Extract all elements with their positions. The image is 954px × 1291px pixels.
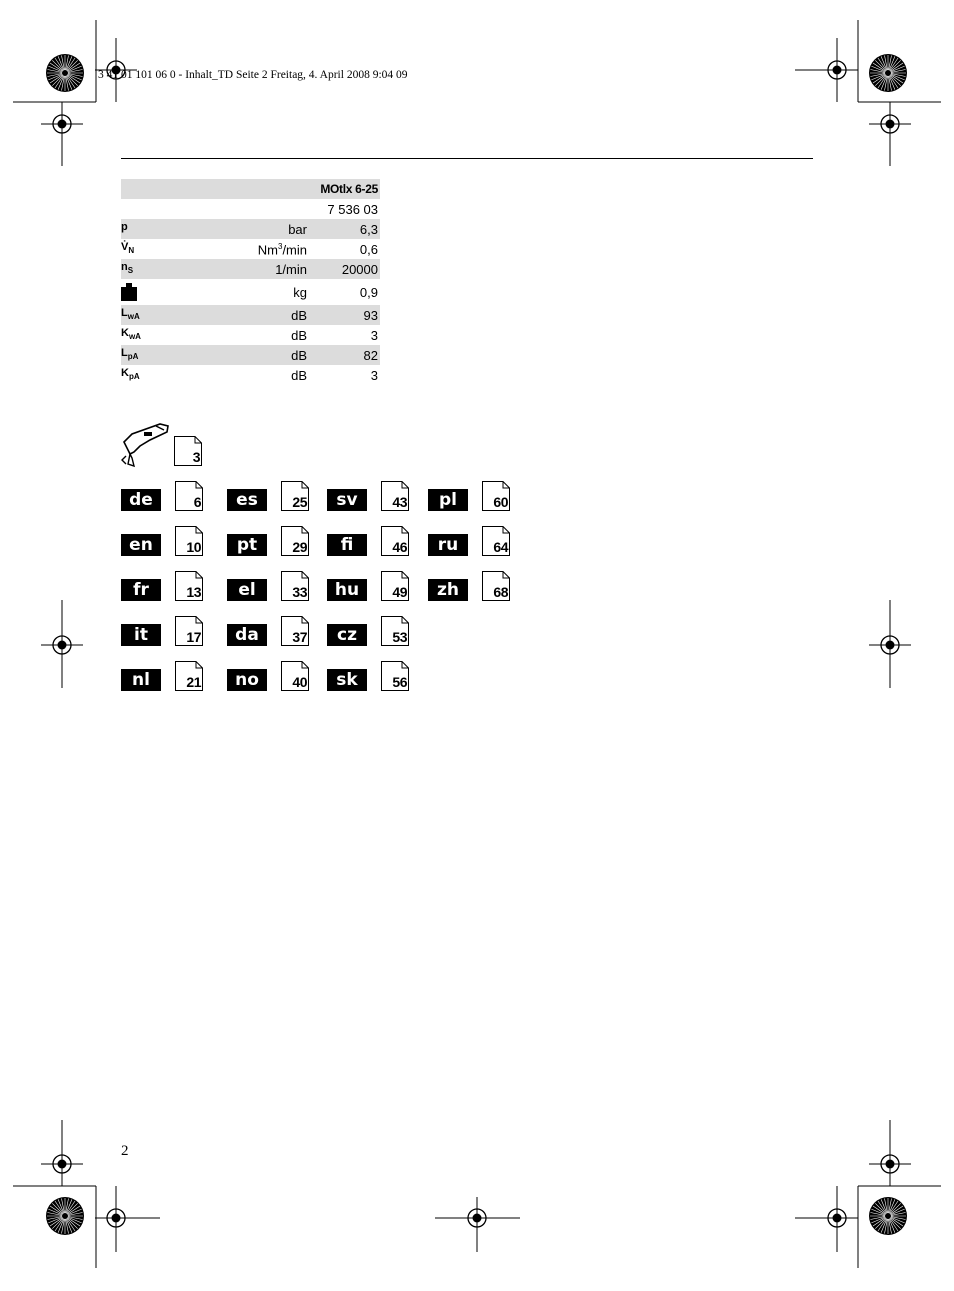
lang-tag-nl[interactable]: nl bbox=[121, 669, 161, 691]
spec-unit: 1/min bbox=[275, 262, 307, 277]
page-ref-number: 46 bbox=[392, 539, 407, 555]
weight-icon bbox=[121, 283, 137, 304]
spec-unit: dB bbox=[291, 328, 307, 343]
spec-row-speed bbox=[121, 259, 380, 279]
lang-tag-no[interactable]: no bbox=[227, 669, 267, 691]
lang-tag-en[interactable]: en bbox=[121, 534, 161, 556]
page-ref-da[interactable] bbox=[281, 616, 309, 646]
lang-tag-zh[interactable]: zh bbox=[428, 579, 468, 601]
page-ref-number: 68 bbox=[493, 584, 508, 600]
page-ref-number: 29 bbox=[292, 539, 307, 555]
spec-value: 93 bbox=[363, 308, 378, 323]
spec-row-sound-power bbox=[121, 305, 380, 325]
lang-tag-hu[interactable]: hu bbox=[327, 579, 367, 601]
print-slug: 3 41 01 101 06 0 - Inhalt_TD Seite 2 Freitag, 4. April 2008 9:04 09 bbox=[98, 69, 408, 81]
sound-pressure-symbol: $L_{pA}$ bbox=[121, 347, 139, 362]
spec-row-sound-pressure bbox=[121, 345, 380, 365]
speed-symbol: $n_S$ bbox=[121, 261, 134, 276]
pressure-symbol: p bbox=[121, 221, 128, 233]
page-ref-hu[interactable] bbox=[381, 571, 409, 601]
spec-value: 0,6 bbox=[359, 242, 378, 257]
page-ref-number: 37 bbox=[292, 629, 307, 645]
lang-tag-it[interactable]: it bbox=[121, 624, 161, 646]
lang-tag-de[interactable]: de bbox=[121, 489, 161, 511]
spec-unit: bar bbox=[288, 222, 307, 237]
article-number: 7 536 03 bbox=[327, 202, 378, 217]
page-ref-number: 43 bbox=[392, 494, 407, 510]
lang-tag-sk[interactable]: sk bbox=[327, 669, 367, 691]
lang-tag-sv[interactable]: sv bbox=[327, 489, 367, 511]
spec-unit: dB bbox=[291, 348, 307, 363]
spec-value: 6,3 bbox=[359, 222, 378, 237]
spec-row-sound-pressure-uncertainty bbox=[121, 365, 380, 385]
spec-header-row bbox=[121, 179, 380, 199]
page-ref-en[interactable] bbox=[175, 526, 203, 556]
page-ref-number: 56 bbox=[392, 674, 407, 690]
lang-tag-pl[interactable]: pl bbox=[428, 489, 468, 511]
spec-unit: Nm$^3$/min bbox=[257, 242, 307, 258]
page-ref-sk[interactable] bbox=[381, 661, 409, 691]
page-ref-number: 64 bbox=[493, 539, 508, 555]
page-number: 2 bbox=[121, 1143, 129, 1159]
page-ref-no[interactable] bbox=[281, 661, 309, 691]
lang-tag-ru[interactable]: ru bbox=[428, 534, 468, 556]
figure-page-number: 3 bbox=[192, 449, 200, 465]
page-ref-es[interactable] bbox=[281, 481, 309, 511]
page-ref-el[interactable] bbox=[281, 571, 309, 601]
spec-value: 3 bbox=[370, 328, 378, 343]
model-name: MOtlx 6-25 bbox=[320, 182, 378, 196]
spec-row-air-consumption bbox=[121, 239, 380, 259]
spec-row-sound-power-uncertainty bbox=[121, 325, 380, 345]
spec-value: 0,9 bbox=[359, 285, 378, 300]
page-ref-number: 25 bbox=[292, 494, 307, 510]
sound-power-symbol: $L_{wA}$ bbox=[121, 307, 140, 322]
uncertainty-symbol: $K_{wA}$ bbox=[121, 327, 141, 342]
page-ref-pl[interactable] bbox=[482, 481, 510, 511]
page-ref-number: 33 bbox=[292, 584, 307, 600]
page-ref-number: 60 bbox=[493, 494, 508, 510]
page-ref-sv[interactable] bbox=[381, 481, 409, 511]
spec-article-row bbox=[121, 199, 380, 219]
spec-unit: kg bbox=[293, 285, 307, 300]
lang-tag-fr[interactable]: fr bbox=[121, 579, 161, 601]
page-ref-number: 49 bbox=[392, 584, 407, 600]
page-ref-number: 21 bbox=[186, 674, 201, 690]
spec-value: 20000 bbox=[341, 262, 378, 277]
page-ref-it[interactable] bbox=[175, 616, 203, 646]
page-ref-ru[interactable] bbox=[482, 526, 510, 556]
page-ref-number: 53 bbox=[392, 629, 407, 645]
page-ref-number: 6 bbox=[193, 494, 201, 510]
figure-page-ref[interactable] bbox=[174, 436, 202, 466]
lang-tag-pt[interactable]: pt bbox=[227, 534, 267, 556]
lang-tag-da[interactable]: da bbox=[227, 624, 267, 646]
technical-data-table bbox=[121, 179, 380, 385]
spec-row-weight bbox=[121, 279, 380, 305]
spec-row-pressure bbox=[121, 219, 380, 239]
lang-tag-el[interactable]: el bbox=[227, 579, 267, 601]
spec-value: 82 bbox=[363, 348, 378, 363]
page-ref-zh[interactable] bbox=[482, 571, 510, 601]
spec-unit: dB bbox=[291, 308, 307, 323]
lang-tag-cz[interactable]: cz bbox=[327, 624, 367, 646]
page-ref-number: 17 bbox=[186, 629, 201, 645]
spec-unit: dB bbox=[291, 368, 307, 383]
page-ref-de[interactable] bbox=[175, 481, 203, 511]
air-consumption-symbol: $V̇_N$ bbox=[121, 241, 135, 256]
page-ref-cz[interactable] bbox=[381, 616, 409, 646]
lang-tag-es[interactable]: es bbox=[227, 489, 267, 511]
page-ref-number: 13 bbox=[186, 584, 201, 600]
spec-value: 3 bbox=[370, 368, 378, 383]
page-ref-fi[interactable] bbox=[381, 526, 409, 556]
page-ref-number: 10 bbox=[186, 539, 201, 555]
page-ref-number: 40 bbox=[292, 674, 307, 690]
page-ref-pt[interactable] bbox=[281, 526, 309, 556]
nibbler-tool-icon bbox=[120, 420, 170, 470]
lang-tag-fi[interactable]: fi bbox=[327, 534, 367, 556]
page-ref-nl[interactable] bbox=[175, 661, 203, 691]
uncertainty-symbol: $K_{pA}$ bbox=[121, 367, 140, 382]
page-ref-fr[interactable] bbox=[175, 571, 203, 601]
